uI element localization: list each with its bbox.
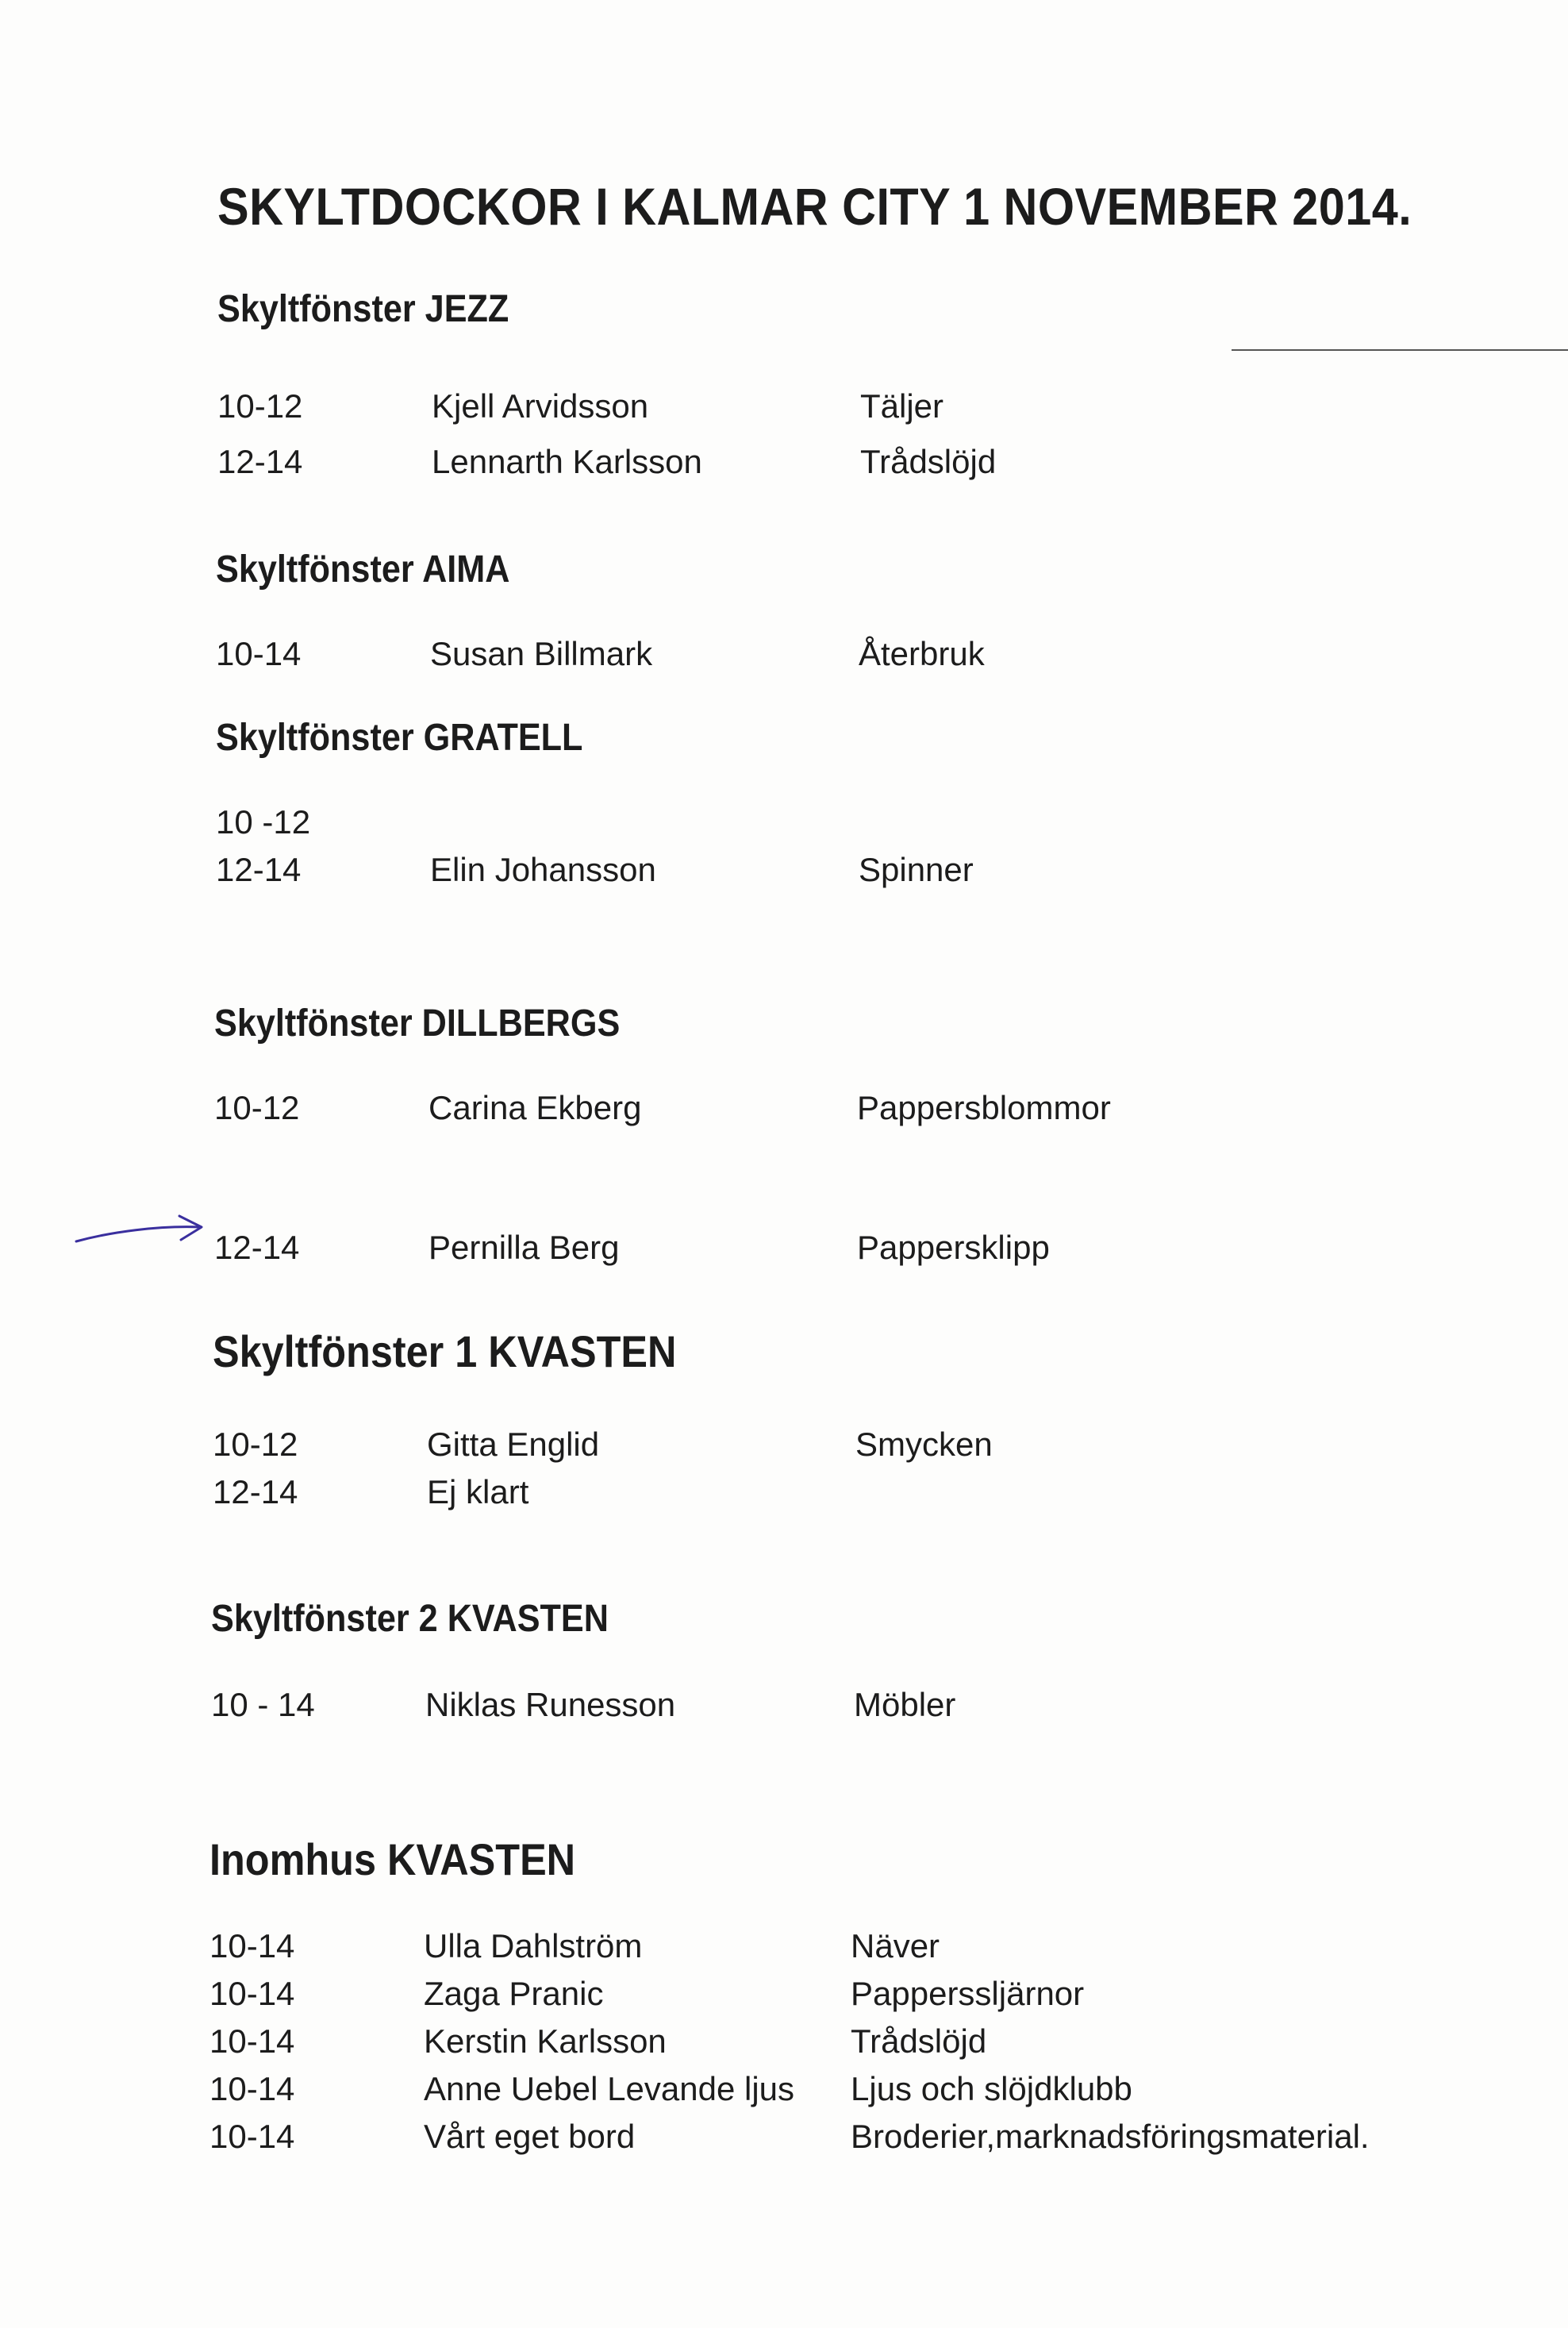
craft: Pappersklipp — [857, 1229, 1050, 1266]
person-name: Vårt eget bord — [424, 2118, 636, 2155]
craft: Möbler — [854, 1686, 956, 1723]
craft: Trådslöjd — [851, 2022, 987, 2060]
person-name: Gitta Englid — [427, 1426, 600, 1463]
time-slot: 10-14 — [209, 2070, 295, 2107]
time-slot: 10 - 14 — [211, 1686, 315, 1723]
horizontal-rule — [1232, 349, 1568, 351]
person-name: Zaga Pranic — [424, 1975, 604, 2012]
section-heading-2-kvasten: Skyltfönster 2 KVASTEN — [211, 1598, 609, 1640]
time-slot: 10-14 — [209, 2118, 295, 2155]
time-slot: 10-12 — [217, 387, 303, 425]
person-name: Elin Johansson — [430, 851, 656, 888]
section-heading-dillbergs: Skyltfönster DILLBERGS — [214, 1002, 621, 1045]
time-slot: 10-12 — [214, 1089, 300, 1126]
person-name: Kjell Arvidsson — [432, 387, 649, 425]
section-heading-gratell: Skyltfönster GRATELL — [216, 717, 583, 759]
handwritten-arrow-icon — [71, 1208, 208, 1256]
craft: Smycken — [855, 1426, 993, 1463]
craft: Täljer — [860, 387, 944, 425]
person-name: Niklas Runesson — [425, 1686, 676, 1723]
person-name: Lennarth Karlsson — [432, 443, 702, 480]
craft: Trådslöjd — [860, 443, 997, 480]
person-name: Ulla Dahlström — [424, 1927, 643, 1964]
time-slot: 10-14 — [216, 635, 302, 672]
person-name: Susan Billmark — [430, 635, 653, 672]
time-slot: 12-14 — [213, 1473, 298, 1510]
time-slot: 10-14 — [209, 1975, 295, 2012]
person-name: Ej klart — [427, 1473, 529, 1510]
craft: Ljus och slöjdklubb — [851, 2070, 1132, 2107]
time-slot: 12-14 — [216, 851, 302, 888]
craft: Näver — [851, 1927, 940, 1964]
time-slot: 10 -12 — [216, 803, 311, 841]
time-slot: 12-14 — [214, 1229, 300, 1266]
section-heading-jezz: Skyltfönster JEZZ — [217, 288, 509, 330]
person-name: Carina Ekberg — [429, 1089, 642, 1126]
time-slot: 10-14 — [209, 2022, 295, 2060]
time-slot: 12-14 — [217, 443, 303, 480]
person-name: Pernilla Berg — [429, 1229, 620, 1266]
craft: Papperssljärnor — [851, 1975, 1085, 2012]
page-title: SKYLTDOCKOR I KALMAR CITY 1 NOVEMBER 2014. — [217, 177, 1412, 236]
time-slot: 10-12 — [213, 1426, 298, 1463]
time-slot: 10-14 — [209, 1927, 295, 1964]
craft: Pappersblommor — [857, 1089, 1111, 1126]
craft: Återbruk — [859, 635, 985, 672]
person-name: Anne Uebel Levande ljus — [424, 2070, 795, 2107]
section-heading-aima: Skyltfönster AIMA — [216, 548, 510, 591]
section-heading-inomhus-kvasten: Inomhus KVASTEN — [209, 1834, 576, 1884]
craft: Broderier,marknadsföringsmaterial. — [851, 2118, 1370, 2155]
person-name: Kerstin Karlsson — [424, 2022, 667, 2060]
craft: Spinner — [859, 851, 974, 888]
section-heading-1-kvasten: Skyltfönster 1 KVASTEN — [213, 1326, 677, 1376]
